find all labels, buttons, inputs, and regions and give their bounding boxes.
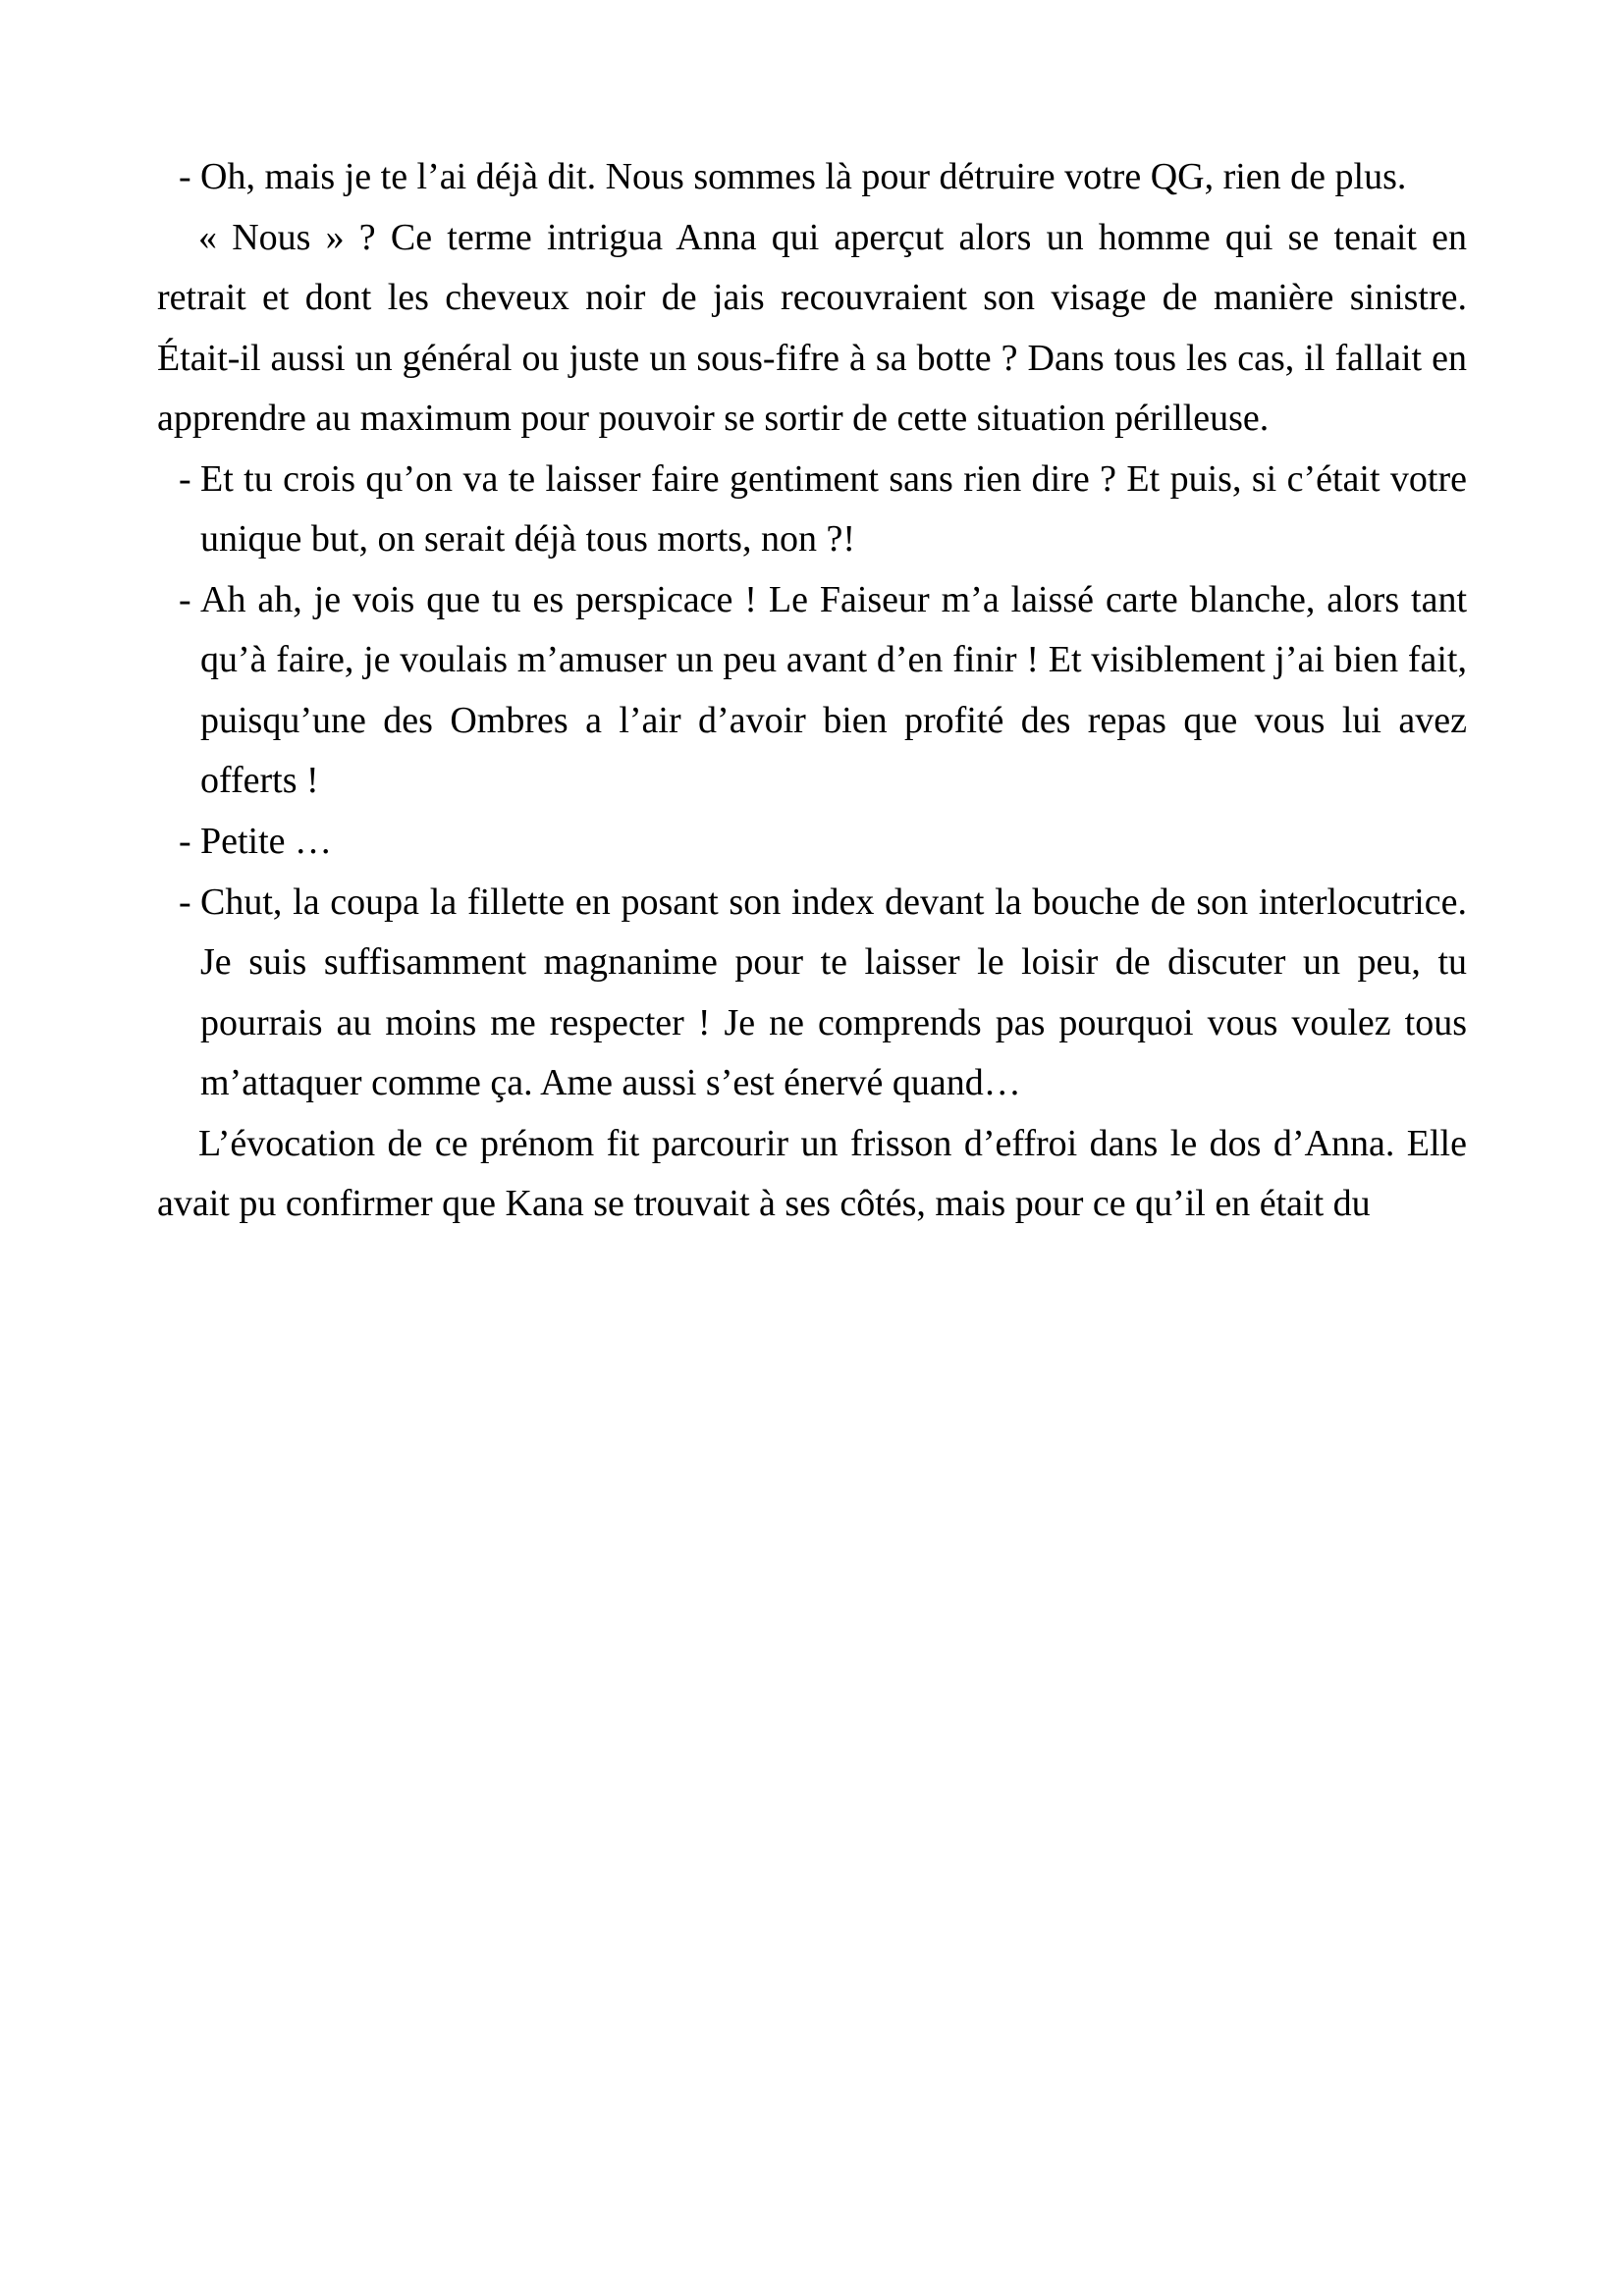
- dialogue-line: [157, 570, 1467, 812]
- dialogue-text: Chut, la coupa la fillette en posant son index devant la bouche de son interlocutrice. Je suis suffisamment magnanime pour te laisser le loisir de discuter un peu, tu pourrais au moins me respecter ! Je ne comprends pas pourquoi vous voulez tous m’attaquer comme ça. Ame aussi s’est énervé quand…: [200, 881, 1467, 1104]
- paragraph: « Nous » ? Ce terme intrigua Anna qui aperçut alors un homme qui se tenait en retrait et dont les cheveux noir de jais recouvraient son visage de manière sinistre. Était-il aussi un général ou juste un sous-fifre à sa botte ? Dans tous les cas, il fallait en apprendre au maximum pour pouvoir se sortir de cette situation périlleuse.: [157, 216, 1467, 440]
- page-body: [157, 147, 1467, 1235]
- dialogue-line: [157, 450, 1467, 570]
- dialogue-dash: -: [179, 821, 191, 863]
- dialogue-text: Oh, mais je te l’ai déjà dit. Nous sommes là pour détruire votre QG, rien de plus.: [200, 156, 1407, 197]
- dialogue-dash: -: [179, 156, 191, 197]
- dialogue-text: Petite …: [200, 821, 333, 863]
- paragraph: L’évocation de ce prénom fit parcourir un frisson d’effroi dans le dos d’Anna. Elle avait pu confirmer que Kana se trouvait à ses côtés, mais pour ce qu’il en était du: [157, 1122, 1467, 1225]
- dialogue-line: [157, 147, 1467, 208]
- dialogue-line: [157, 873, 1467, 1114]
- dialogue-dash: -: [179, 881, 191, 923]
- dialogue-text: Ah ah, je vois que tu es perspicace ! Le Faiseur m’a laissé carte blanche, alors tant qu’à faire, je voulais m’amuser un peu avant d’en finir ! Et visiblement j’ai bien fait, puisqu’une des Ombres a l’air d’avoir bien profité des repas que vous lui avez offerts !: [200, 578, 1467, 802]
- dialogue-line: [157, 812, 1467, 873]
- dialogue-dash: -: [179, 457, 191, 500]
- dialogue-dash: -: [179, 578, 191, 620]
- dialogue-text: Et tu crois qu’on va te laisser faire gentiment sans rien dire ? Et puis, si c’était votre unique but, on serait déjà tous morts, non ?!: [200, 457, 1467, 561]
